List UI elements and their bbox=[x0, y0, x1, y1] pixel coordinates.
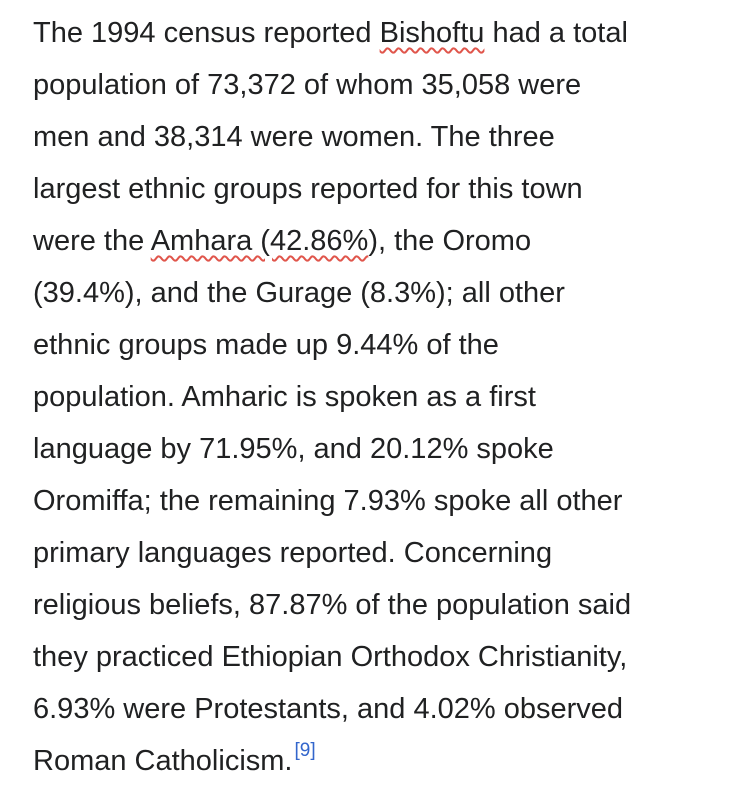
paragraph-line: men and 38,314 were women. The three bbox=[33, 121, 555, 153]
paragraph-line: ethnic groups made up 9.44% of the bbox=[33, 329, 499, 361]
paragraph-line: language by 71.95%, and 20.12% spoke bbox=[33, 433, 554, 465]
paragraph-line: (39.4%), and the Gurage (8.3%); all other bbox=[33, 277, 565, 309]
article-paragraph bbox=[33, 7, 733, 787]
line-text: were the bbox=[33, 225, 151, 257]
paragraph-line bbox=[33, 735, 733, 787]
paragraph-line: religious beliefs, 87.87% of the population said bbox=[33, 589, 632, 621]
paragraph-line: Oromiffa; the remaining 7.93% spoke all other bbox=[33, 485, 623, 517]
reference-link[interactable]: [9] bbox=[294, 740, 316, 761]
paragraph-line bbox=[33, 215, 733, 267]
line-text: Roman Catholicism. bbox=[33, 745, 293, 777]
line-text: The 1994 census reported bbox=[33, 17, 380, 49]
paragraph-line bbox=[33, 7, 733, 59]
paragraph-line: primary languages reported. Concerning bbox=[33, 537, 553, 569]
paragraph-line: population of 73,372 of whom 35,058 were bbox=[33, 69, 582, 101]
paragraph-line: 6.93% were Protestants, and 4.02% observed bbox=[33, 693, 624, 725]
paragraph-line: population. Amharic is spoken as a first bbox=[33, 381, 536, 413]
paragraph-line: largest ethnic groups reported for this town bbox=[33, 173, 583, 205]
line-text: ), the Oromo bbox=[368, 225, 532, 257]
spellcheck-flagged-word[interactable]: Amhara (42.86% bbox=[150, 225, 369, 257]
spellcheck-flagged-word[interactable]: Bishoftu bbox=[379, 17, 485, 49]
line-text: had a total bbox=[484, 17, 628, 49]
paragraph-line: they practiced Ethiopian Orthodox Christianity, bbox=[33, 641, 628, 673]
